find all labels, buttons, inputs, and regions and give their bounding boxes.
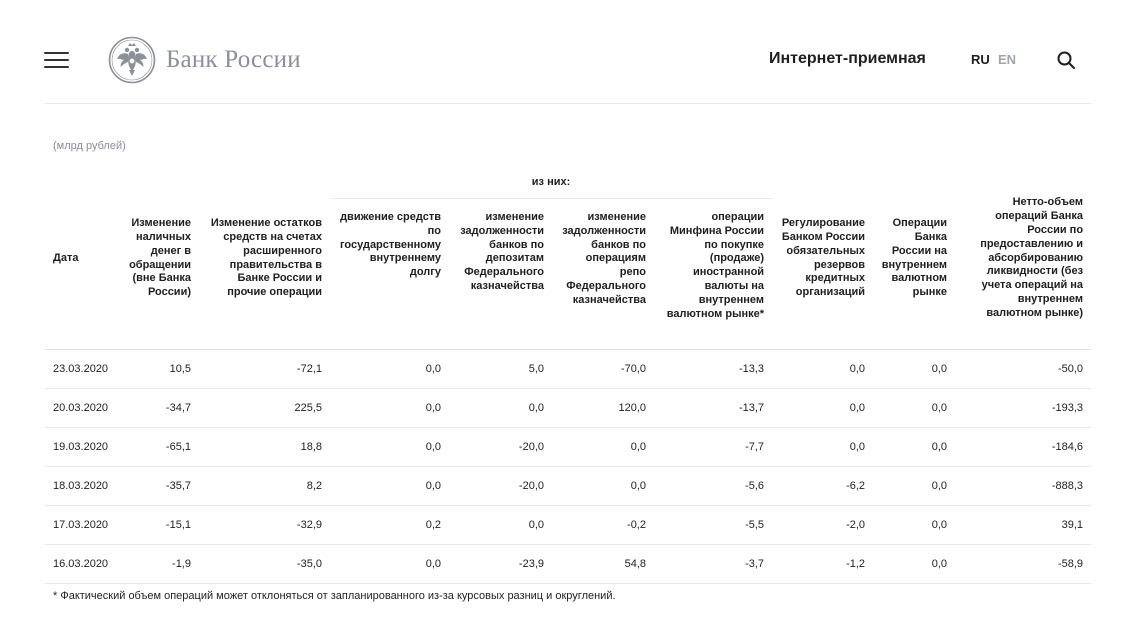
cell: -50,0: [955, 350, 1091, 389]
cell: 0,0: [873, 350, 955, 389]
cell-date: 23.03.2020: [45, 350, 119, 389]
bank-logo[interactable]: [108, 36, 301, 84]
cell: 54,8: [552, 545, 654, 584]
cell: 0,0: [552, 467, 654, 506]
table-row: [45, 389, 1091, 428]
cell: -35,0: [199, 545, 330, 584]
cell: 18,8: [199, 428, 330, 467]
col-header-cash: Изменение наличных денег в обращении (вне Банка России): [119, 168, 199, 350]
header-divider: [45, 103, 1091, 104]
cell: -2,0: [772, 506, 873, 545]
cell: -1,9: [119, 545, 199, 584]
footnote: * Фактический объем операций может отклоняться от запланированного из-за курсовых разниц и округлений.: [53, 590, 616, 602]
cell: -65,1: [119, 428, 199, 467]
cell: -193,3: [955, 389, 1091, 428]
cell: 0,0: [330, 467, 449, 506]
table-row: [45, 506, 1091, 545]
cell: -6,2: [772, 467, 873, 506]
lang-en-button[interactable]: EN: [998, 52, 1017, 67]
unit-note: (млрд рублей): [53, 140, 126, 152]
col-header-fx-ops: Операции Банка России на внутреннем валютном рынке: [873, 168, 955, 350]
cell: -888,3: [955, 467, 1091, 506]
liquidity-table: [45, 168, 1091, 584]
col-header-deposits: изменение задолженности банков по депозитам Федерального казначейства: [449, 199, 552, 350]
cell: 0,0: [873, 506, 955, 545]
search-icon[interactable]: [1056, 50, 1076, 70]
cell: -3,7: [654, 545, 772, 584]
lang-ru-button[interactable]: RU: [971, 52, 990, 67]
cell: 0,0: [449, 389, 552, 428]
cell: -34,7: [119, 389, 199, 428]
menu-icon[interactable]: [44, 52, 69, 68]
cell: -35,7: [119, 467, 199, 506]
cell: 39,1: [955, 506, 1091, 545]
table-row: [45, 467, 1091, 506]
cell: 0,0: [772, 389, 873, 428]
cell: 0,0: [449, 506, 552, 545]
cell: -70,0: [552, 350, 654, 389]
cell: 0,0: [330, 350, 449, 389]
cell: -7,7: [654, 428, 772, 467]
cell: -72,1: [199, 350, 330, 389]
cell: -20,0: [449, 428, 552, 467]
internet-reception-link[interactable]: Интернет-приемная: [769, 50, 926, 67]
cell: 0,2: [330, 506, 449, 545]
cell: -5,6: [654, 467, 772, 506]
col-header-gov-accounts: Изменение остатков средств на счетах расширенного правительства в Банке России и прочие операции: [199, 168, 330, 350]
cell: -13,7: [654, 389, 772, 428]
cell: 10,5: [119, 350, 199, 389]
cell: -1,2: [772, 545, 873, 584]
cell: 0,0: [772, 428, 873, 467]
cell: 8,2: [199, 467, 330, 506]
cell: 5,0: [449, 350, 552, 389]
table-body: [45, 350, 1091, 584]
cell: -58,9: [955, 545, 1091, 584]
cell: -0,2: [552, 506, 654, 545]
cell: 0,0: [873, 545, 955, 584]
cell-date: 19.03.2020: [45, 428, 119, 467]
table-row: [45, 428, 1091, 467]
cell: -184,6: [955, 428, 1091, 467]
eagle-emblem-icon: [108, 36, 156, 84]
cell: 0,0: [772, 350, 873, 389]
bank-name: Банк России: [166, 46, 301, 73]
cell: -32,9: [199, 506, 330, 545]
cell: 0,0: [330, 428, 449, 467]
cell: 0,0: [330, 389, 449, 428]
cell: 0,0: [552, 428, 654, 467]
cell: -13,3: [654, 350, 772, 389]
table-row: [45, 350, 1091, 389]
col-header-net-liquidity: Нетто-объем операций Банка России по предоставлению и абсорбированию ликвидности (без учета операций на внутреннем валютном рынке): [955, 168, 1091, 350]
col-header-date: Дата: [45, 168, 119, 350]
col-header-minfin-fx: операции Минфина России по покупке (продаже) иностранной валюты на внутреннем валютном рынке*: [654, 199, 772, 350]
cell-date: 20.03.2020: [45, 389, 119, 428]
cell: 0,0: [330, 545, 449, 584]
cell: 225,5: [199, 389, 330, 428]
col-header-repo: изменение задолженности банков по операциям репо Федерального казначейства: [552, 199, 654, 350]
cell: 0,0: [873, 389, 955, 428]
cell: -5,5: [654, 506, 772, 545]
cell: -23,9: [449, 545, 552, 584]
cell: 120,0: [552, 389, 654, 428]
cell-date: 16.03.2020: [45, 545, 119, 584]
cell-date: 18.03.2020: [45, 467, 119, 506]
cell: -20,0: [449, 467, 552, 506]
site-header: [0, 0, 1136, 104]
cell-date: 17.03.2020: [45, 506, 119, 545]
cell: 0,0: [873, 467, 955, 506]
cell: 0,0: [873, 428, 955, 467]
table-row: [45, 545, 1091, 584]
col-header-debt: движение средств по государственному внутреннему долгу: [330, 199, 449, 350]
col-header-reserves: Регулирование Банком России обязательных резервов кредитных организаций: [772, 168, 873, 350]
cell: -15,1: [119, 506, 199, 545]
col-group-header: из них:: [330, 168, 772, 199]
